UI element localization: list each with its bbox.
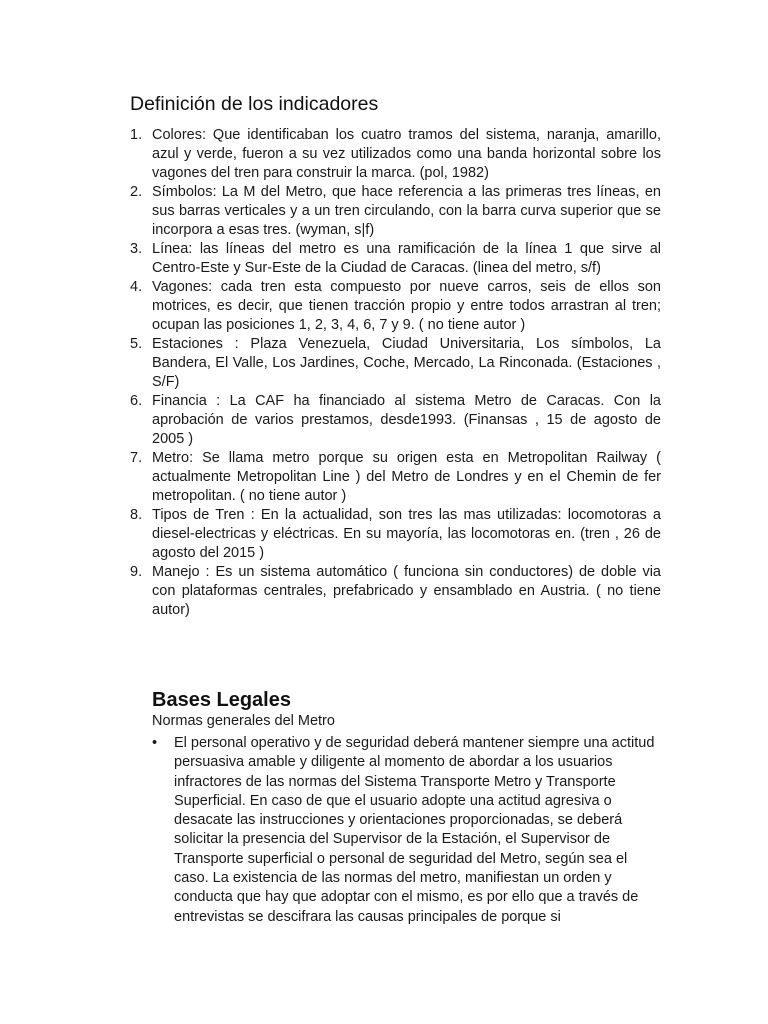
list-item — [130, 278, 661, 335]
list-item — [130, 506, 661, 563]
indicator-list — [130, 126, 661, 620]
bullet-dot-icon: • — [152, 735, 158, 751]
list-item — [130, 240, 661, 278]
list-item — [130, 392, 661, 449]
list-item — [130, 563, 661, 620]
list-item-number: 7. — [130, 450, 143, 466]
list-item-number: 1. — [130, 127, 143, 143]
list-item-text: Vagones: cada tren esta compuesto por nueve carros, seis de ellos son motrices, es decir, que tienen tracción propio y entre todos arrastran al tren; ocupan las posiciones 1, 2, 3, 4, 6, 7 y 9. ( no tiene autor ) — [152, 279, 661, 333]
list-item-text: Línea: las líneas del metro es una ramificación de la línea 1 que sirve al Centro-Este y Sur-Este de la Ciudad de Caracas. (linea del metro, s/f) — [152, 241, 661, 276]
list-item-text: Tipos de Tren : En la actualidad, son tres las mas utilizadas: locomotoras a diesel-electricas y eléctricas. En su mayoría, las locomotoras en. (tren , 26 de agosto del 2015 ) — [152, 507, 661, 561]
section-title-indicadores: Definición de los indicadores — [130, 93, 379, 115]
bullet-item — [152, 734, 662, 927]
list-item-text: Metro: Se llama metro porque su origen esta en Metropolitan Railway ( actualmente Metropolitan Line ) del Metro de Londres y en el Chemin de fer metropolitan. ( no tiene autor ) — [152, 450, 661, 504]
section-title-bases-legales: Bases Legales — [152, 689, 291, 711]
list-item — [130, 335, 661, 392]
bullet-list — [152, 734, 662, 927]
list-item-text: Financia : La CAF ha financiado al sistema Metro de Caracas. Con la aprobación de varios prestamos, desde1993. (Finansas , 15 de agosto de 2005 ) — [152, 393, 661, 447]
list-item — [130, 126, 661, 183]
list-item-number: 3. — [130, 241, 143, 257]
list-item-number: 6. — [130, 393, 143, 409]
bullet-text: El personal operativo y de seguridad deberá mantener siempre una actitud persuasiva amable y diligente al momento de abordar a los usuarios infractores de las normas del Sistema Transporte Metro y Transporte Superficial. En caso de que el usuario adopte una actitud agresiva o desacate las instrucciones y orientaciones proporcionadas, se deberá solicitar la presencia del Supervisor de la Estación, el Supervisor de Transporte superficial o personal de seguridad del Metro, según sea el caso. La existencia de las normas del metro, manifiestan un orden y conducta que hay que adoptar con el mismo, es por ello que a través de entrevistas se descifrara las causas principales de porque si — [174, 735, 655, 925]
list-item-text: Estaciones : Plaza Venezuela, Ciudad Universitaria, Los símbolos, La Bandera, El Valle, Los Jardines, Coche, Mercado, La Rinconada. (Estaciones , S/F) — [152, 336, 661, 390]
list-item — [130, 183, 661, 240]
list-item-number: 5. — [130, 336, 143, 352]
list-item-number: 8. — [130, 507, 143, 523]
list-item-text: Símbolos: La M del Metro, que hace referencia a las primeras tres líneas, en sus barras verticales y a un tren circulando, con la barra curva superior que se incorpora a esas tres. (wyman, s|f) — [152, 184, 661, 238]
section-subtitle: Normas generales del Metro — [152, 713, 335, 729]
list-item — [130, 449, 661, 506]
list-item-number: 4. — [130, 279, 143, 295]
list-item-number: 9. — [130, 564, 143, 580]
list-item-text: Manejo : Es un sistema automático ( funciona sin conductores) de doble via con plataformas centrales, prefabricado y ensamblado en Austria. ( no tiene autor) — [152, 564, 661, 618]
list-item-number: 2. — [130, 184, 143, 200]
list-item-text: Colores: Que identificaban los cuatro tramos del sistema, naranja, amarillo, azul y verde, fueron a su vez utilizados como una banda horizontal sobre los vagones del tren para construir la marca. (pol, 1982) — [152, 127, 661, 181]
